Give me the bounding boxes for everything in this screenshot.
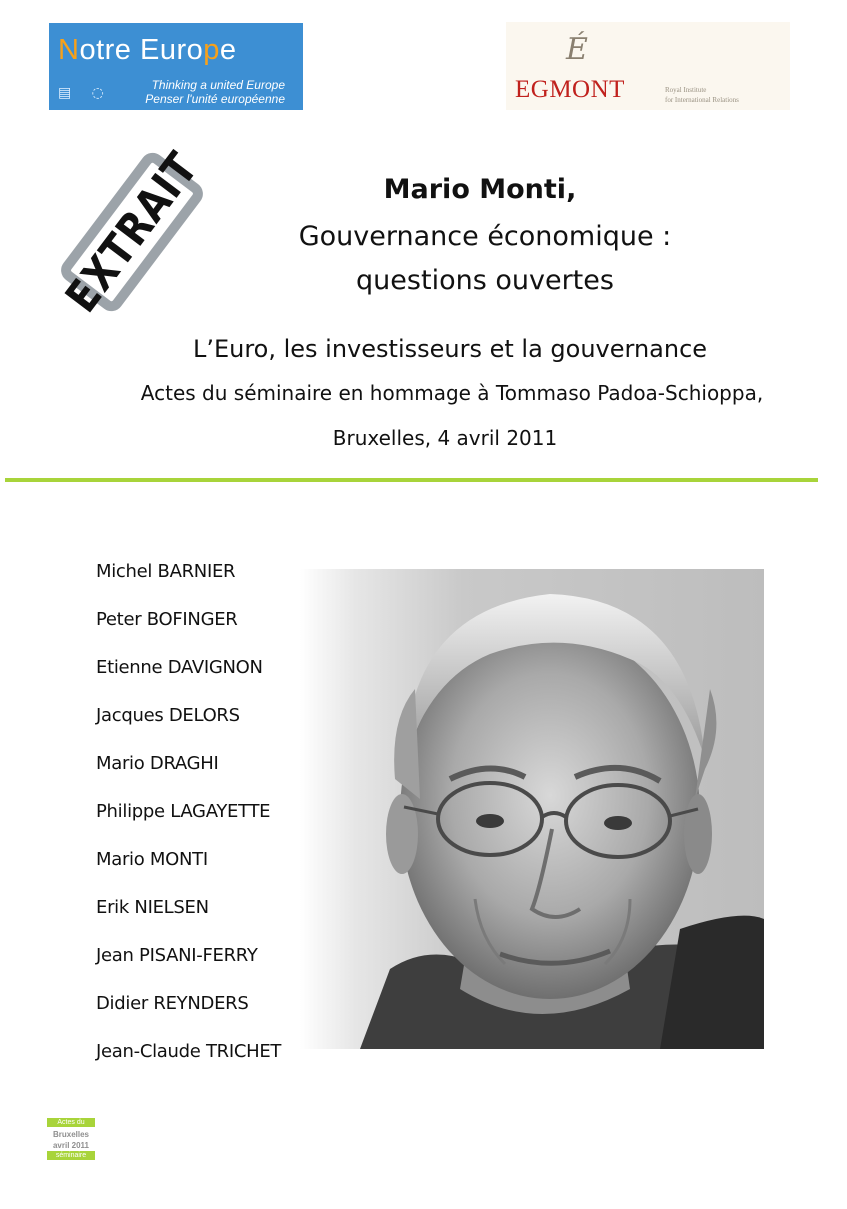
portrait-photo	[300, 569, 764, 1049]
footer-date: avril 2011	[52, 1141, 90, 1150]
contributors-list	[96, 559, 316, 1087]
contributor-name: Didier REYNDERS	[96, 993, 249, 1014]
book-stars-icon: ▤ ◌	[58, 85, 112, 101]
document-title-line2: questions ouvertes	[356, 265, 614, 296]
contributor-name: Jacques DELORS	[96, 705, 240, 726]
footer-series: Actes du	[47, 1118, 95, 1127]
seminar-proceedings: Actes du séminaire en hommage à Tommaso Padoa-Schioppa,	[140, 381, 764, 405]
contributor-name: Jean PISANI-FERRY	[96, 945, 258, 966]
contributor-name: Peter BOFINGER	[96, 609, 238, 630]
egmont-logo-name: EGMONT	[515, 76, 625, 103]
notre-europe-logo-name: Notre Europe	[58, 34, 237, 66]
egmont-emblem-icon: É	[566, 32, 588, 67]
seminar-place-date: Bruxelles, 4 avril 2011	[332, 426, 558, 450]
contributor-name: Philippe LAGAYETTE	[96, 801, 271, 822]
contributor-name: Mario MONTI	[96, 849, 208, 870]
footer-city: Bruxelles	[52, 1130, 90, 1139]
contributor-name: Jean-Claude TRICHET	[96, 1041, 282, 1062]
document-author: Mario Monti,	[383, 174, 577, 205]
footer-badge	[47, 1118, 95, 1162]
green-divider	[5, 478, 818, 482]
stamp-text: EXTRAIT	[55, 142, 209, 322]
extrait-stamp	[55, 142, 209, 322]
notre-europe-logo	[49, 23, 303, 110]
document-title-line1: Gouvernance économique :	[298, 221, 672, 252]
contributor-name: Mario DRAGHI	[96, 753, 219, 774]
footer-type: séminaire	[47, 1151, 95, 1160]
egmont-logo	[506, 22, 790, 110]
contributor-name: Etienne DAVIGNON	[96, 657, 263, 678]
tagline-fr: Penser l'unité européenne	[145, 92, 285, 106]
tagline-en: Thinking a united Europe	[151, 78, 285, 92]
portrait-illustration	[300, 569, 764, 1049]
contributor-name: Erik NIELSEN	[96, 897, 209, 918]
contributor-name: Michel BARNIER	[96, 561, 236, 582]
notre-europe-tagline	[145, 78, 285, 106]
seminar-title: L’Euro, les investisseurs et la gouvernance	[192, 335, 708, 363]
egmont-logo-subtitle: Royal Institute for International Relations	[665, 86, 739, 104]
